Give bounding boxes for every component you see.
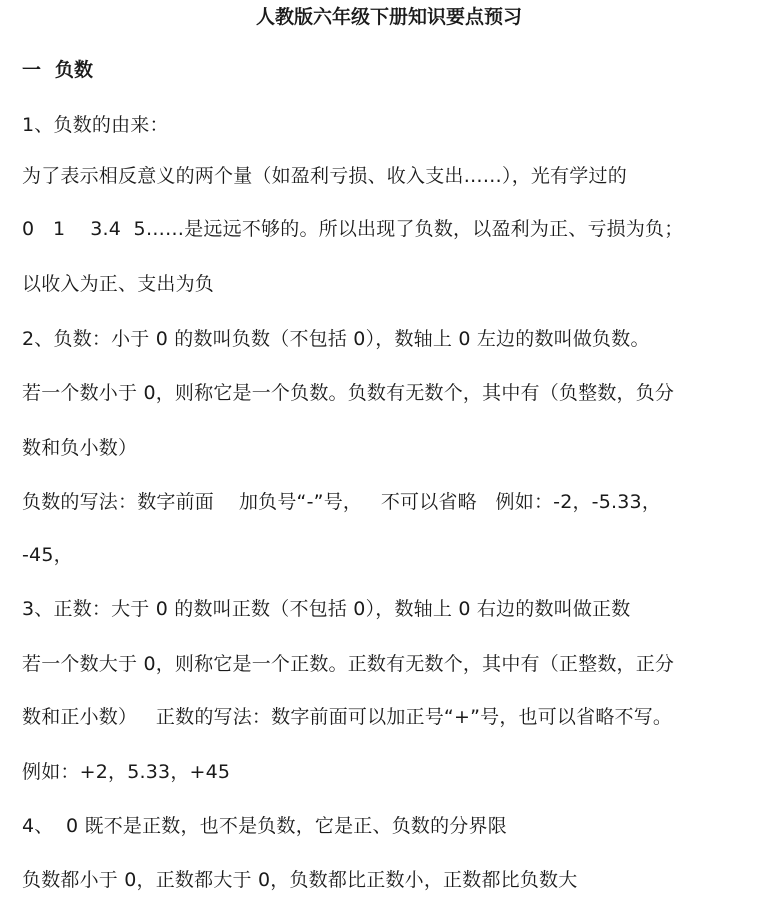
- text-line: 若一个数大于 0，则称它是一个正数。正数有无数个，其中有（正整数，正分: [22, 653, 675, 675]
- document-title: 人教版六年级下册知识要点预习: [255, 6, 522, 28]
- section-heading-negative-numbers: 一 负数: [22, 59, 94, 81]
- text-line: 数和负小数）: [22, 437, 138, 459]
- text-line: 负数都小于 0，正数都大于 0，负数都比正数小，正数都比负数大: [22, 869, 578, 891]
- text-line: 3、正数：大于 0 的数叫正数（不包括 0），数轴上 0 右边的数叫做正数: [22, 598, 631, 620]
- text-line: 负数的写法：数字前面 加负号“-”号， 不可以省略 例如：-2，-5.33，: [22, 491, 662, 513]
- text-line: 0 1 3.4 5……是远远不够的。所以出现了负数，以盈利为正、亏损为负；: [22, 218, 684, 240]
- text-line: 2、负数：小于 0 的数叫负数（不包括 0），数轴上 0 左边的数叫做负数。: [22, 328, 650, 350]
- text-line: 若一个数小于 0，则称它是一个负数。负数有无数个，其中有（负整数，负分: [22, 382, 675, 404]
- text-line: -45，: [22, 544, 73, 566]
- text-line: 1、负数的由来：: [22, 114, 169, 136]
- text-line: 数和正小数） 正数的写法：数字前面可以加正号“+”号，也可以省略不写。: [22, 706, 673, 728]
- text-line: 4、 0 既不是正数，也不是负数，它是正、负数的分界限: [22, 815, 507, 837]
- text-line: 为了表示相反意义的两个量（如盈利亏损、收入支出……），光有学过的: [22, 165, 627, 187]
- text-line: 例如：+2，5.33，+45: [22, 761, 231, 783]
- text-line: 以收入为正、支出为负: [22, 273, 215, 295]
